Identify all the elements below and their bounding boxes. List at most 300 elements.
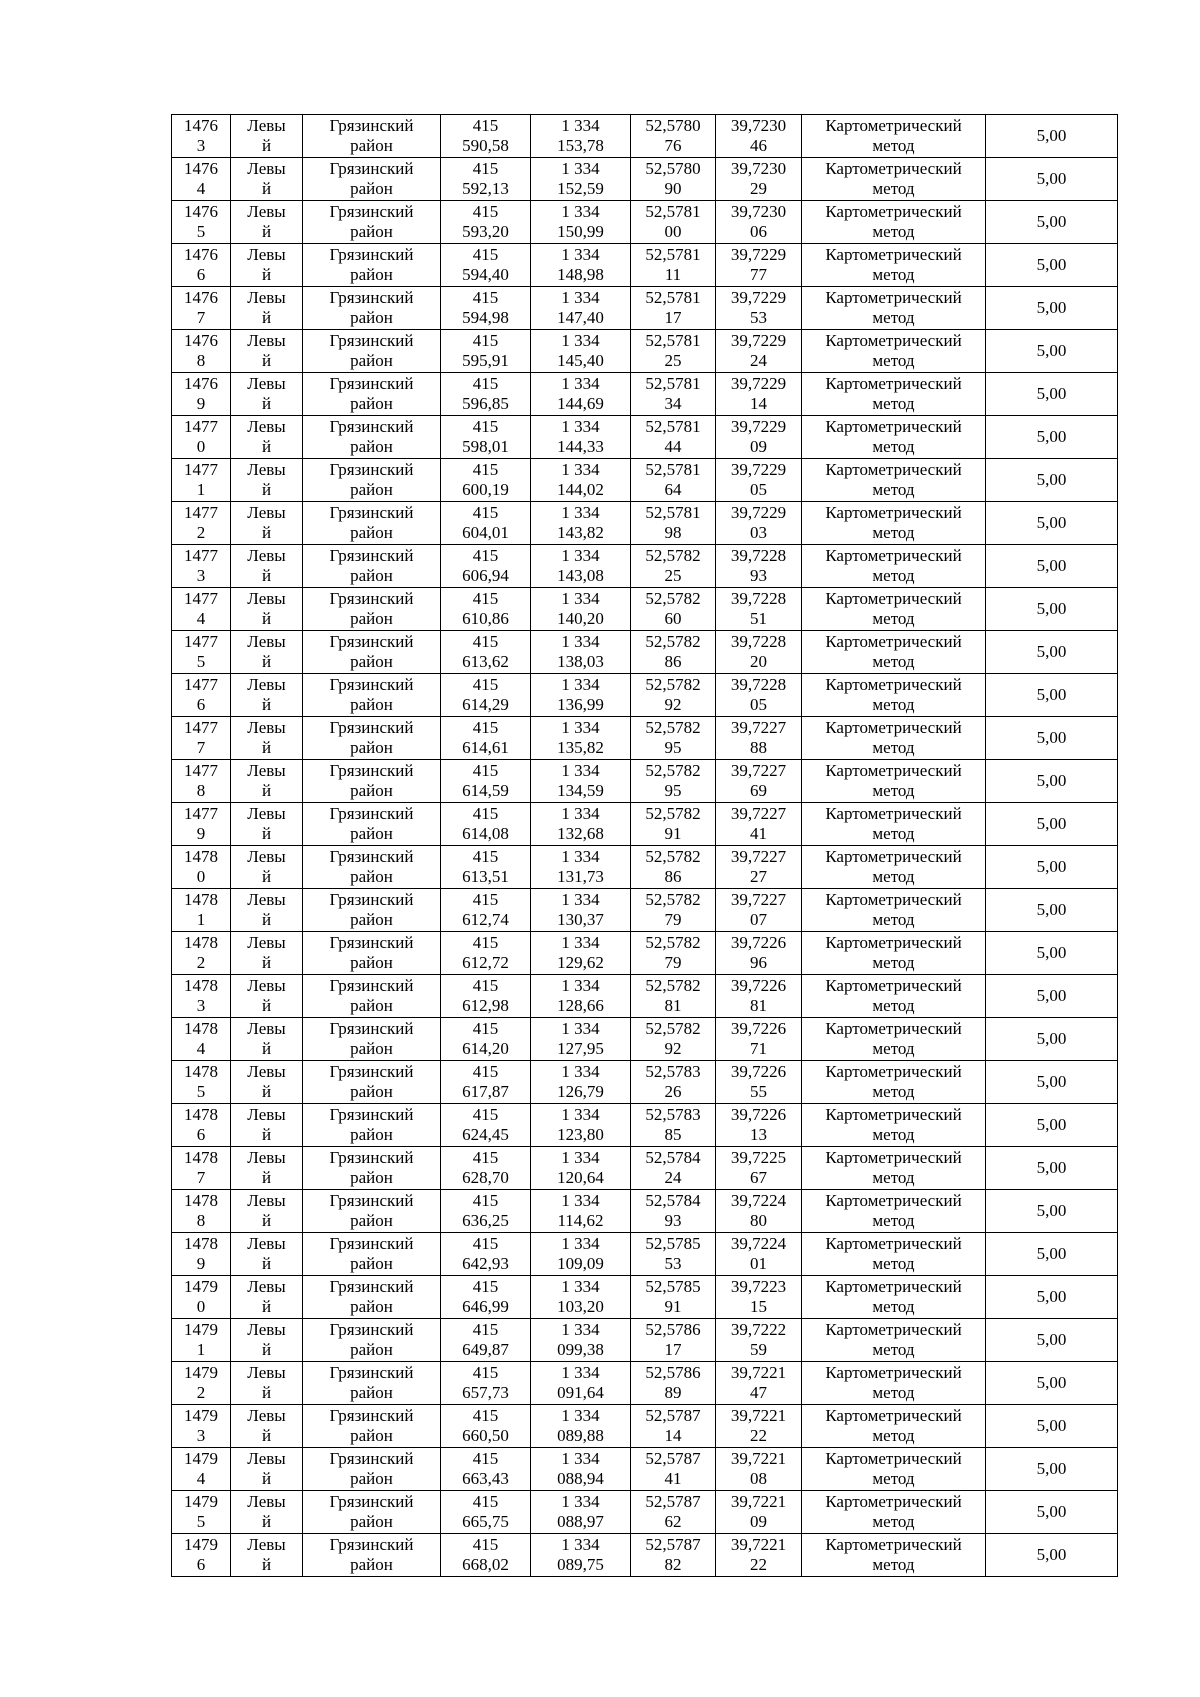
accuracy-cell: 5,00 (986, 1534, 1118, 1577)
table-row (172, 330, 1118, 373)
accuracy-cell: 5,00 (986, 287, 1118, 330)
x-coordinate-cell-line-2: 657,73 (462, 1383, 509, 1402)
bank-side-cell-line-2: й (261, 738, 272, 757)
longitude-cell-line-2: 93 (750, 566, 767, 585)
longitude-cell-line-1: 39,7221 (730, 1406, 787, 1425)
method-cell-line-1: Картометрический (825, 1535, 962, 1554)
district-cell (303, 588, 441, 631)
point-number-cell (172, 373, 231, 416)
x-coordinate-cell-line-2: 614,29 (462, 695, 509, 714)
point-number-cell (172, 416, 231, 459)
method-cell (802, 932, 986, 975)
point-number-cell-line-2: 0 (196, 437, 206, 456)
bank-side-cell (231, 846, 303, 889)
x-coordinate-cell-line-1: 415 (472, 1492, 499, 1511)
bank-side-cell-line-2: й (261, 996, 272, 1015)
y-coordinate-cell-line-1: 1 334 (561, 1062, 600, 1081)
y-coordinate-cell-line-2: 152,59 (557, 179, 604, 198)
x-coordinate-cell-line-2: 613,51 (462, 867, 509, 886)
district-cell (303, 459, 441, 502)
bank-side-cell-line-1: Левы (247, 976, 286, 995)
point-number-cell-line-1: 1478 (184, 1019, 218, 1038)
district-cell (303, 1104, 441, 1147)
x-coordinate-cell (441, 201, 531, 244)
accuracy-cell: 5,00 (986, 201, 1118, 244)
district-cell-line-1: Грязинский (329, 804, 414, 823)
method-cell (802, 1104, 986, 1147)
longitude-cell-line-1: 39,7226 (730, 933, 787, 952)
method-cell-line-2: метод (872, 394, 915, 413)
district-cell (303, 244, 441, 287)
longitude-cell-line-1: 39,7228 (730, 632, 787, 651)
bank-side-cell-line-2: й (261, 867, 272, 886)
longitude-cell (716, 1104, 802, 1147)
y-coordinate-cell-line-2: 143,82 (557, 523, 604, 542)
point-number-cell-line-2: 2 (196, 953, 206, 972)
accuracy-cell: 5,00 (986, 459, 1118, 502)
latitude-cell (631, 1534, 716, 1577)
district-cell-line-1: Грязинский (329, 546, 414, 565)
latitude-cell-line-1: 52,5786 (645, 1363, 701, 1382)
point-number-cell-line-2: 8 (196, 1211, 206, 1230)
method-cell (802, 975, 986, 1018)
accuracy-cell: 5,00 (986, 588, 1118, 631)
district-cell-line-1: Грязинский (329, 1277, 414, 1296)
district-cell (303, 1491, 441, 1534)
longitude-cell-line-1: 39,7226 (730, 1062, 787, 1081)
table-row (172, 889, 1118, 932)
method-cell-line-2: метод (872, 437, 915, 456)
latitude-cell-line-2: 95 (664, 738, 682, 757)
y-coordinate-cell-line-1: 1 334 (561, 460, 600, 479)
y-coordinate-cell-line-2: 131,73 (557, 867, 604, 886)
bank-side-cell (231, 373, 303, 416)
accuracy-cell: 5,00 (986, 1276, 1118, 1319)
y-coordinate-cell-line-2: 138,03 (557, 652, 604, 671)
point-number-cell (172, 115, 231, 158)
method-cell-line-2: метод (872, 1082, 915, 1101)
district-cell-line-1: Грязинский (329, 1363, 414, 1382)
accuracy-cell: 5,00 (986, 1190, 1118, 1233)
bank-side-cell (231, 1362, 303, 1405)
district-cell (303, 1018, 441, 1061)
x-coordinate-cell-line-2: 665,75 (462, 1512, 509, 1531)
bank-side-cell (231, 502, 303, 545)
x-coordinate-cell-line-2: 612,72 (462, 953, 509, 972)
latitude-cell-line-1: 52,5782 (645, 718, 701, 737)
table-row (172, 631, 1118, 674)
bank-side-cell-line-1: Левы (247, 1062, 286, 1081)
bank-side-cell (231, 1491, 303, 1534)
district-cell (303, 803, 441, 846)
latitude-cell-line-2: 00 (664, 222, 682, 241)
district-cell-line-2: район (350, 738, 393, 757)
y-coordinate-cell (531, 717, 631, 760)
y-coordinate-cell (531, 1147, 631, 1190)
table-row (172, 1534, 1118, 1577)
y-coordinate-cell-line-1: 1 334 (561, 202, 600, 221)
district-cell-line-2: район (350, 1383, 393, 1402)
district-cell (303, 1147, 441, 1190)
point-number-cell-line-2: 6 (196, 1555, 206, 1574)
longitude-cell-line-2: 06 (750, 222, 767, 241)
latitude-cell (631, 1147, 716, 1190)
method-cell-line-2: метод (872, 824, 915, 843)
y-coordinate-cell-line-2: 089,75 (557, 1555, 604, 1574)
point-number-cell (172, 631, 231, 674)
latitude-cell (631, 287, 716, 330)
accuracy-cell: 5,00 (986, 1018, 1118, 1061)
point-number-cell (172, 1018, 231, 1061)
y-coordinate-cell-line-2: 153,78 (557, 136, 604, 155)
x-coordinate-cell (441, 1319, 531, 1362)
district-cell-line-2: район (350, 1125, 393, 1144)
x-coordinate-cell-line-2: 628,70 (462, 1168, 509, 1187)
bank-side-cell-line-2: й (261, 437, 272, 456)
longitude-cell-line-2: 07 (750, 910, 767, 929)
district-cell-line-1: Грязинский (329, 1449, 414, 1468)
y-coordinate-cell (531, 1190, 631, 1233)
accuracy-cell: 5,00 (986, 244, 1118, 287)
y-coordinate-cell-line-2: 134,59 (557, 781, 604, 800)
method-cell-line-1: Картометрический (825, 933, 962, 952)
method-cell (802, 1190, 986, 1233)
district-cell-line-2: район (350, 1082, 393, 1101)
longitude-cell (716, 244, 802, 287)
latitude-cell (631, 1276, 716, 1319)
latitude-cell-line-2: 41 (664, 1469, 682, 1488)
latitude-cell-line-1: 52,5782 (645, 890, 701, 909)
x-coordinate-cell (441, 932, 531, 975)
latitude-cell (631, 1319, 716, 1362)
district-cell-line-2: район (350, 222, 393, 241)
x-coordinate-cell-line-2: 660,50 (462, 1426, 509, 1445)
x-coordinate-cell (441, 1276, 531, 1319)
longitude-cell-line-1: 39,7227 (730, 847, 787, 866)
district-cell-line-1: Грязинский (329, 847, 414, 866)
district-cell-line-1: Грязинский (329, 1019, 414, 1038)
x-coordinate-cell-line-1: 415 (472, 1449, 499, 1468)
y-coordinate-cell (531, 1534, 631, 1577)
point-number-cell (172, 1491, 231, 1534)
method-cell-line-1: Картометрический (825, 417, 962, 436)
method-cell-line-2: метод (872, 351, 915, 370)
x-coordinate-cell-line-2: 617,87 (462, 1082, 509, 1101)
district-cell (303, 1362, 441, 1405)
y-coordinate-cell (531, 1233, 631, 1276)
y-coordinate-cell-line-2: 088,94 (557, 1469, 604, 1488)
bank-side-cell-line-1: Левы (247, 718, 286, 737)
point-number-cell-line-1: 1477 (184, 804, 218, 823)
longitude-cell (716, 717, 802, 760)
district-cell-line-2: район (350, 1426, 393, 1445)
bank-side-cell (231, 717, 303, 760)
y-coordinate-cell (531, 1276, 631, 1319)
district-cell-line-2: район (350, 480, 393, 499)
method-cell-line-1: Картометрический (825, 1062, 962, 1081)
bank-side-cell (231, 1276, 303, 1319)
y-coordinate-cell-line-1: 1 334 (561, 890, 600, 909)
point-number-cell-line-1: 1479 (184, 1320, 218, 1339)
method-cell-line-2: метод (872, 1297, 915, 1316)
x-coordinate-cell-line-1: 415 (472, 1191, 499, 1210)
point-number-cell-line-2: 7 (196, 308, 206, 327)
latitude-cell-line-2: 98 (664, 523, 682, 542)
point-number-cell (172, 201, 231, 244)
latitude-cell (631, 1362, 716, 1405)
accuracy-cell: 5,00 (986, 846, 1118, 889)
point-number-cell-line-1: 1478 (184, 1105, 218, 1124)
longitude-cell (716, 1448, 802, 1491)
method-cell (802, 1534, 986, 1577)
district-cell-line-1: Грязинский (329, 1234, 414, 1253)
x-coordinate-cell-line-1: 415 (472, 589, 499, 608)
bank-side-cell (231, 115, 303, 158)
bank-side-cell (231, 1018, 303, 1061)
point-number-cell (172, 846, 231, 889)
point-number-cell-line-2: 4 (196, 179, 206, 198)
bank-side-cell-line-2: й (261, 1039, 272, 1058)
latitude-cell-line-1: 52,5782 (645, 933, 701, 952)
method-cell-line-2: метод (872, 609, 915, 628)
latitude-cell-line-1: 52,5787 (645, 1406, 701, 1425)
y-coordinate-cell (531, 932, 631, 975)
x-coordinate-cell (441, 889, 531, 932)
method-cell-line-2: метод (872, 1426, 915, 1445)
longitude-cell (716, 889, 802, 932)
y-coordinate-cell-line-1: 1 334 (561, 1363, 600, 1382)
method-cell-line-2: метод (872, 480, 915, 499)
bank-side-cell-line-2: й (261, 1082, 272, 1101)
table-row (172, 416, 1118, 459)
longitude-cell-line-2: 41 (750, 824, 767, 843)
latitude-cell-line-2: 79 (664, 910, 682, 929)
x-coordinate-cell-line-1: 415 (472, 933, 499, 952)
method-cell-line-2: метод (872, 222, 915, 241)
bank-side-cell-line-1: Левы (247, 503, 286, 522)
accuracy-cell: 5,00 (986, 975, 1118, 1018)
district-cell (303, 1233, 441, 1276)
bank-side-cell-line-1: Левы (247, 159, 286, 178)
longitude-cell-line-1: 39,7224 (730, 1234, 787, 1253)
district-cell (303, 760, 441, 803)
point-number-cell-line-1: 1477 (184, 460, 218, 479)
x-coordinate-cell-line-2: 596,85 (462, 394, 509, 413)
district-cell-line-2: район (350, 652, 393, 671)
longitude-cell-line-1: 39,7228 (730, 589, 787, 608)
latitude-cell-line-1: 52,5782 (645, 1019, 701, 1038)
y-coordinate-cell (531, 1061, 631, 1104)
y-coordinate-cell-line-2: 088,97 (557, 1512, 604, 1531)
point-number-cell-line-2: 1 (196, 480, 206, 499)
latitude-cell (631, 545, 716, 588)
bank-side-cell-line-1: Левы (247, 933, 286, 952)
latitude-cell-line-2: 24 (664, 1168, 682, 1187)
district-cell-line-1: Грязинский (329, 1492, 414, 1511)
district-cell (303, 932, 441, 975)
bank-side-cell (231, 287, 303, 330)
method-cell-line-2: метод (872, 1340, 915, 1359)
bank-side-cell-line-1: Левы (247, 1148, 286, 1167)
x-coordinate-cell-line-1: 415 (472, 460, 499, 479)
method-cell (802, 244, 986, 287)
district-cell-line-1: Грязинский (329, 503, 414, 522)
x-coordinate-cell-line-2: 594,98 (462, 308, 509, 327)
latitude-cell-line-2: 85 (664, 1125, 682, 1144)
longitude-cell-line-2: 01 (750, 1254, 767, 1273)
method-cell (802, 1061, 986, 1104)
point-number-cell (172, 1147, 231, 1190)
y-coordinate-cell-line-2: 099,38 (557, 1340, 604, 1359)
method-cell-line-1: Картометрический (825, 503, 962, 522)
bank-side-cell-line-1: Левы (247, 116, 286, 135)
x-coordinate-cell-line-1: 415 (472, 632, 499, 651)
method-cell-line-1: Картометрический (825, 1363, 962, 1382)
table-row (172, 717, 1118, 760)
point-number-cell (172, 244, 231, 287)
point-number-cell-line-2: 5 (196, 1082, 206, 1101)
bank-side-cell-line-1: Левы (247, 374, 286, 393)
bank-side-cell-line-1: Левы (247, 1105, 286, 1124)
longitude-cell-line-2: 51 (750, 609, 767, 628)
x-coordinate-cell-line-2: 604,01 (462, 523, 509, 542)
method-cell (802, 1147, 986, 1190)
latitude-cell-line-1: 52,5784 (645, 1148, 701, 1167)
coordinates-table (171, 114, 1118, 1577)
y-coordinate-cell-line-2: 130,37 (557, 910, 604, 929)
accuracy-cell: 5,00 (986, 1147, 1118, 1190)
district-cell-line-1: Грязинский (329, 1148, 414, 1167)
x-coordinate-cell-line-2: 600,19 (462, 480, 509, 499)
table-row (172, 1362, 1118, 1405)
table-row (172, 588, 1118, 631)
district-cell-line-1: Грязинский (329, 460, 414, 479)
bank-side-cell-line-1: Левы (247, 761, 286, 780)
longitude-cell-line-1: 39,7221 (730, 1492, 787, 1511)
table-row (172, 975, 1118, 1018)
longitude-cell (716, 846, 802, 889)
longitude-cell-line-2: 46 (750, 136, 767, 155)
bank-side-cell-line-2: й (261, 652, 272, 671)
y-coordinate-cell-line-1: 1 334 (561, 933, 600, 952)
district-cell-line-1: Грязинский (329, 202, 414, 221)
latitude-cell-line-1: 52,5782 (645, 761, 701, 780)
table-row (172, 803, 1118, 846)
bank-side-cell (231, 889, 303, 932)
district-cell (303, 1061, 441, 1104)
y-coordinate-cell-line-1: 1 334 (561, 503, 600, 522)
point-number-cell-line-2: 2 (196, 1383, 206, 1402)
accuracy-cell: 5,00 (986, 115, 1118, 158)
longitude-cell-line-2: 09 (750, 1512, 767, 1531)
district-cell (303, 631, 441, 674)
point-number-cell-line-1: 1479 (184, 1535, 218, 1554)
bank-side-cell (231, 1405, 303, 1448)
point-number-cell-line-1: 1476 (184, 245, 218, 264)
longitude-cell (716, 373, 802, 416)
district-cell-line-1: Грязинский (329, 675, 414, 694)
latitude-cell-line-2: 53 (664, 1254, 682, 1273)
x-coordinate-cell (441, 760, 531, 803)
bank-side-cell-line-2: й (261, 1168, 272, 1187)
method-cell (802, 1233, 986, 1276)
point-number-cell-line-1: 1477 (184, 632, 218, 651)
latitude-cell-line-2: 86 (664, 652, 682, 671)
y-coordinate-cell (531, 588, 631, 631)
y-coordinate-cell (531, 1491, 631, 1534)
bank-side-cell-line-1: Левы (247, 546, 286, 565)
latitude-cell (631, 373, 716, 416)
x-coordinate-cell-line-2: 636,25 (462, 1211, 509, 1230)
accuracy-cell: 5,00 (986, 674, 1118, 717)
latitude-cell-line-2: 82 (664, 1555, 682, 1574)
x-coordinate-cell (441, 330, 531, 373)
latitude-cell-line-1: 52,5785 (645, 1277, 701, 1296)
table-row (172, 545, 1118, 588)
latitude-cell-line-2: 14 (664, 1426, 682, 1445)
district-cell-line-2: район (350, 867, 393, 886)
x-coordinate-cell-line-2: 595,91 (462, 351, 509, 370)
table-row (172, 1190, 1118, 1233)
longitude-cell-line-2: 09 (750, 437, 767, 456)
longitude-cell-line-1: 39,7228 (730, 675, 787, 694)
y-coordinate-cell-line-2: 129,62 (557, 953, 604, 972)
latitude-cell-line-1: 52,5787 (645, 1535, 701, 1554)
x-coordinate-cell-line-2: 668,02 (462, 1555, 509, 1574)
y-coordinate-cell (531, 1405, 631, 1448)
latitude-cell (631, 115, 716, 158)
y-coordinate-cell-line-2: 147,40 (557, 308, 604, 327)
district-cell-line-2: район (350, 566, 393, 585)
x-coordinate-cell (441, 459, 531, 502)
longitude-cell (716, 1534, 802, 1577)
y-coordinate-cell-line-1: 1 334 (561, 761, 600, 780)
district-cell-line-2: район (350, 1512, 393, 1531)
method-cell (802, 1405, 986, 1448)
district-cell-line-2: район (350, 523, 393, 542)
y-coordinate-cell (531, 459, 631, 502)
method-cell (802, 545, 986, 588)
bank-side-cell (231, 932, 303, 975)
bank-side-cell-line-1: Левы (247, 1492, 286, 1511)
accuracy-cell: 5,00 (986, 717, 1118, 760)
latitude-cell-line-2: 93 (664, 1211, 682, 1230)
longitude-cell (716, 158, 802, 201)
district-cell-line-2: район (350, 1254, 393, 1273)
point-number-cell-line-1: 1479 (184, 1363, 218, 1382)
x-coordinate-cell (441, 1104, 531, 1147)
point-number-cell-line-2: 2 (196, 523, 206, 542)
longitude-cell-line-1: 39,7230 (730, 116, 787, 135)
x-coordinate-cell-line-1: 415 (472, 331, 499, 350)
bank-side-cell (231, 330, 303, 373)
x-coordinate-cell-line-2: 614,61 (462, 738, 509, 757)
y-coordinate-cell-line-1: 1 334 (561, 589, 600, 608)
x-coordinate-cell (441, 674, 531, 717)
latitude-cell-line-1: 52,5784 (645, 1191, 701, 1210)
x-coordinate-cell-line-2: 663,43 (462, 1469, 509, 1488)
x-coordinate-cell (441, 1362, 531, 1405)
y-coordinate-cell-line-2: 120,64 (557, 1168, 604, 1187)
table-row (172, 115, 1118, 158)
district-cell-line-2: район (350, 695, 393, 714)
bank-side-cell-line-1: Левы (247, 675, 286, 694)
table-row (172, 373, 1118, 416)
bank-side-cell-line-2: й (261, 1512, 272, 1531)
x-coordinate-cell-line-2: 592,13 (462, 179, 509, 198)
method-cell-line-2: метод (872, 1555, 915, 1574)
bank-side-cell (231, 459, 303, 502)
